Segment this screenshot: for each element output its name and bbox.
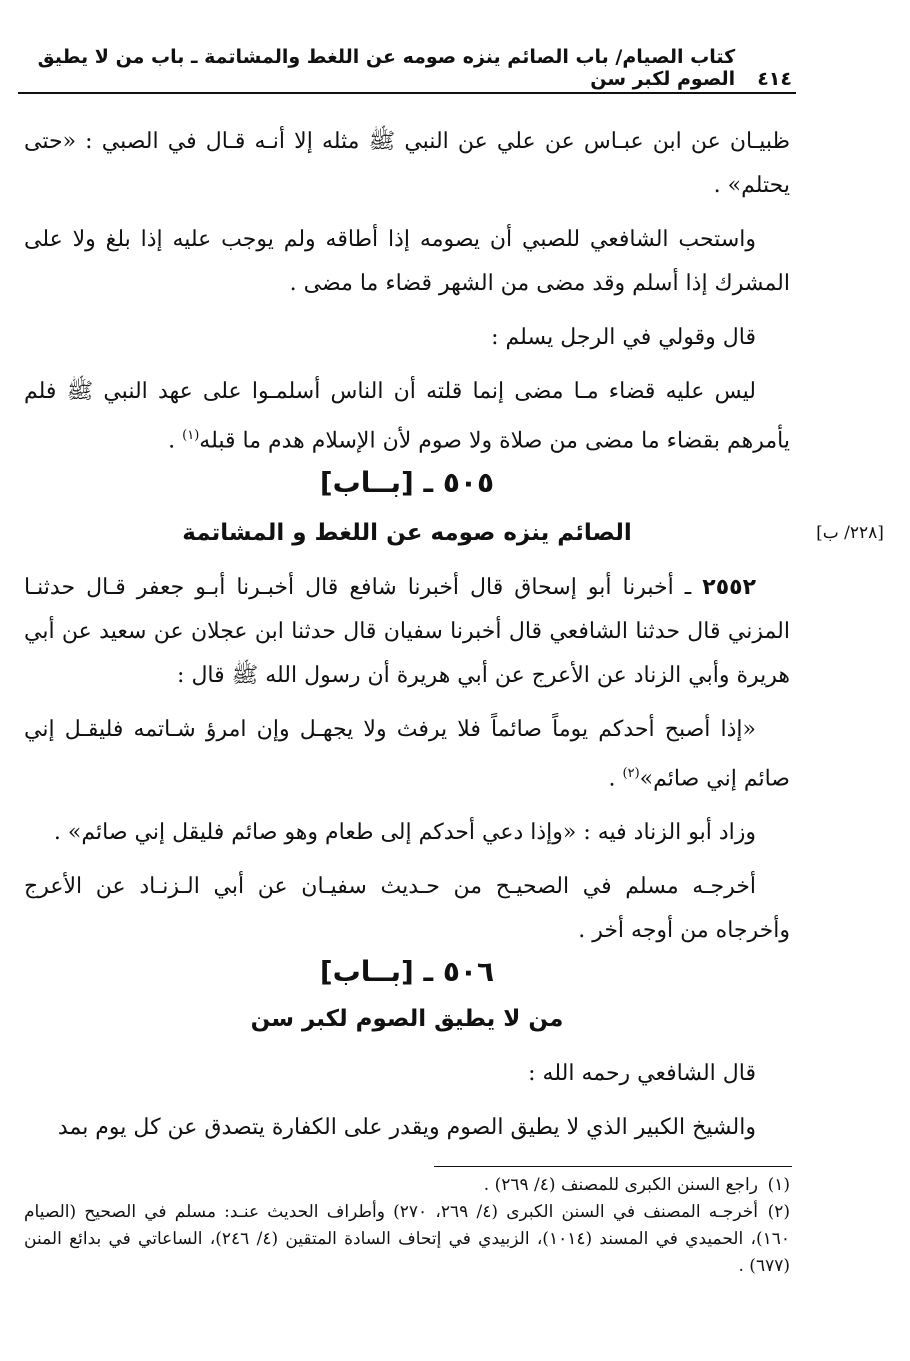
- hadith-isnad: ـ أخبرنا أبو إسحاق قال أخبرنا شافع قال أخبـرنا أبـو جعفر قـال حدثنـا المزني قال حدثنا الشافعي قال أخبرنا سفيان قال حدثنا ابن عجلان عن سعيد عن أبي هريرة وأبي الزناد عن الأعرج عن أبي هريرة أن رسول الله ﷺ قال :: [24, 575, 790, 688]
- paragraph-6: والشيخ الكبير الذي لا يطيق الصوم ويقدر على الكفارة يتصدق عن كل يوم بمد: [57, 1115, 756, 1140]
- hadith-quote: «إذا أصبح أحدكم يوماً صائماً فلا يرفث ولا يجهـل وإن امرؤ شـاتمه فليقـل إني صائم إني صائم»: [24, 717, 790, 792]
- footnote-1-text: راجع السنن الكبرى للمصنف (٤/ ٢٦٩) .: [483, 1175, 758, 1195]
- hadith-addition: وزاد أبو الزناد فيه : «وإذا دعي أحدكم إلى طعام وهو صائم فليقل إني صائم» .: [53, 820, 756, 846]
- footnote-2-number: (٢): [767, 1202, 790, 1222]
- header-rule: [18, 92, 796, 94]
- footnote-2: [24, 1199, 790, 1280]
- text-block-hadith: [24, 566, 790, 963]
- hadith-takhrij: أخرجـه مسلم في الصحيـح من حـديث سفيـان عن أبي الـزنـاد عن الأعرج وأخرجاه من أوجه أخر .: [24, 874, 790, 944]
- footnote-2-text: أخرجـه المصنف في السنن الكبرى (٤/ ٢٦٩، ٢٧٠) وأطراف الحديث عنـد: مسلم في الصحيح (الصيام ١٦٠)، الحميدي في المسند (١٠١٤)، الزبيدي في إتحاف السادة المتقين (٤/ ٢٤٦)، الساعاتي في بدائع المنن (٦٧٧) .: [24, 1202, 790, 1276]
- paragraph-2: واستحب الشافعي للصبي أن يصومه إذا أطاقه ولم يوجب عليه إذا بلغ ولا على المشرك إذا أسلم وقد مضى من الشهر قضاء ما مضى .: [24, 227, 790, 296]
- paragraph-4-text: ليس عليه قضاء مـا مضى إنما قلته أن الناس أسلمـوا على عهد النبي ﷺ فلم يأمرهم بقضاء ما مضى من صلاة ولا صوم لأن الإسلام هدم ما قبله: [24, 379, 790, 454]
- text-block-top: [24, 120, 790, 473]
- footnote-1-number: (١): [767, 1175, 790, 1195]
- footnote-ref-2: (٢): [622, 766, 640, 781]
- paragraph-5: قال الشافعي رحمه الله :: [528, 1061, 756, 1086]
- section-506-title: من لا يطيق الصوم لكبر سن: [250, 1006, 564, 1032]
- running-header: [22, 46, 792, 90]
- paragraph-4: ليس عليه قضاء مـا مضى إنما قلته أن الناس أسلمـوا على عهد النبي ﷺ فلم يأمرهم بقضاء ما مضى من صلاة ولا صوم لأن الإسلام هدم ما قبله$^{(١)}$ .: [24, 379, 790, 454]
- hadith-paragraph: [24, 566, 790, 698]
- footnote-ref-1: (١): [182, 428, 200, 443]
- section-505-number: ٥٠٥ ـ [بــاب]: [319, 466, 495, 499]
- hadith-number: ٢٥٥٢: [702, 575, 756, 600]
- footnote-rule: [434, 1166, 792, 1167]
- section-505-title: الصائم ينزه صومه عن اللغط و المشاتمة: [182, 520, 632, 546]
- text-block-bottom: [24, 1052, 790, 1160]
- hadith-quote-paragraph: «إذا أصبح أحدكم يوماً صائماً فلا يرفث ولا يجهـل وإن امرؤ شـاتمه فليقـل إني صائم إني صائم»$^{(٢)}$ .: [24, 717, 790, 792]
- margin-folio-note: [٢٢٨/ ب]: [816, 523, 884, 543]
- footnotes: [24, 1172, 790, 1280]
- running-title: كتاب الصيام/ باب الصائم ينزه صومه عن اللغط والمشاتمة ـ باب من لا يطيق الصوم لكبر سن: [37, 46, 736, 90]
- page-number: ٤١٤: [757, 68, 792, 90]
- footnote-1: [24, 1172, 790, 1199]
- section-506-number: ٥٠٦ ـ [بــاب]: [319, 955, 495, 988]
- paragraph-3: قال وقولي في الرجل يسلم :: [491, 325, 756, 350]
- paragraph-1: ظبيـان عن ابن عبـاس عن علي عن النبي ﷺ مثله إلا أنـه قـال في الصبي : «حتى يحتلم» .: [24, 129, 790, 198]
